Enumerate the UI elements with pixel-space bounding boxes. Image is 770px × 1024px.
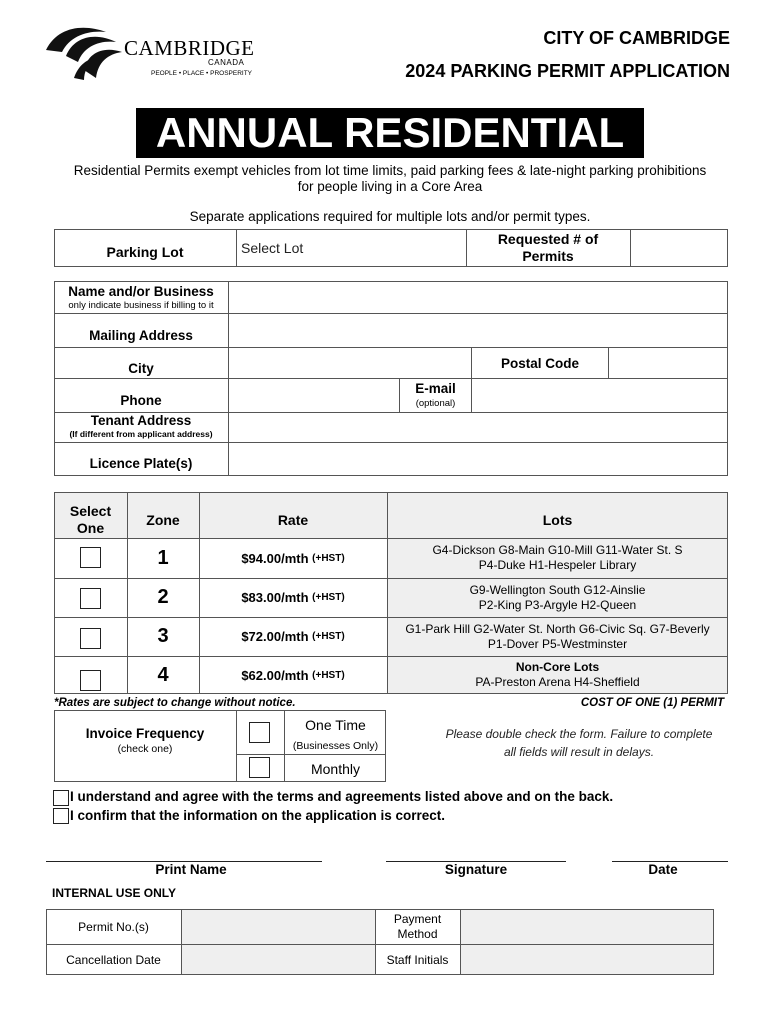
zone-1-lots-line-2: P4-Duke H1-Hespeler Library — [478, 558, 637, 572]
permit-no-input[interactable] — [182, 910, 375, 944]
zone-2-hst: (+HST) — [312, 592, 345, 603]
date-label: Date — [648, 862, 678, 877]
zone-1-lots-line-1: G4-Dickson G8-Main G10-Mill G11-Water St. S — [432, 543, 683, 557]
name-business-sublabel: only indicate business if billing to it — [68, 300, 214, 311]
cancellation-date-input[interactable] — [182, 945, 375, 975]
tenant-address-label: Tenant Address — [90, 413, 192, 428]
agree-terms-label: I understand and agree with the terms and agreements listed above and on the back. — [70, 789, 614, 804]
city-label: City — [128, 360, 154, 376]
requested-permits-input[interactable] — [632, 231, 726, 265]
zone-2-rate-value: $83.00/mth — [241, 590, 309, 605]
tenant-address-input[interactable] — [229, 413, 727, 442]
logo-tagline: PEOPLE • PLACE • PROSPERITY — [151, 70, 253, 77]
zone-3-rate — [199, 617, 387, 656]
select-header-2: One — [76, 519, 105, 536]
zone-3-lots-line-2: P1-Dover P5-Westminster — [487, 636, 628, 651]
zone-3-lots — [387, 617, 728, 656]
zone-2-lots-line-2: P2-King P3-Argyle H2-Queen — [478, 597, 637, 612]
zone-3-checkbox[interactable] — [80, 628, 101, 649]
payment-method-label — [375, 909, 460, 944]
postal-code-input[interactable] — [609, 348, 727, 378]
zone-3-hst: (+HST) — [312, 631, 345, 642]
logo-country: CANADA — [208, 58, 245, 67]
zone-3-lots-line-1: G1-Park Hill G2-Water St. North G6-Civic Sq. G7-Beverly — [405, 621, 710, 636]
email-input[interactable] — [472, 379, 727, 412]
zone-1-hst: (+HST) — [312, 552, 345, 564]
zone-2-rate — [199, 578, 387, 617]
invoice-frequency-label: Invoice Frequency — [85, 726, 205, 741]
confirm-info-checkbox[interactable] — [53, 808, 69, 824]
description-line-1: Residential Permits exempt vehicles from lot time limits, paid parking fees & late-night parking prohibitions — [73, 163, 707, 178]
print-name-label: Print Name — [155, 862, 227, 877]
monthly-label: Monthly — [310, 761, 361, 777]
confirm-info-label: I confirm that the information on the application is correct. — [70, 808, 446, 823]
zone-4-rate-value: $62.00/mth — [241, 667, 309, 683]
zone-4-lots — [387, 656, 728, 694]
agree-terms-checkbox[interactable] — [53, 790, 69, 806]
requested-label-2: Permits — [522, 248, 574, 264]
cambridge-swirl-icon — [44, 22, 124, 82]
one-time-checkbox[interactable] — [249, 722, 270, 743]
phone-label: Phone — [120, 392, 162, 408]
zone-3-rate-value: $72.00/mth — [241, 629, 309, 644]
mailing-address-label: Mailing Address — [89, 327, 193, 343]
zone-1-number: 1 — [157, 546, 169, 569]
tenant-address-sublabel: (If different from applicant address) — [69, 429, 213, 439]
zone-1-checkbox[interactable] — [80, 547, 101, 568]
city-title: CITY OF CAMBRIDGE — [543, 28, 730, 48]
separate-applications-note: Separate applications required for multiple lots and/or permit types. — [189, 209, 591, 224]
staff-initials-input[interactable] — [461, 945, 713, 975]
monthly-checkbox[interactable] — [249, 757, 270, 778]
rate-header: Rate — [277, 511, 309, 528]
parking-lot-label: Parking Lot — [106, 244, 184, 260]
zone-4-checkbox[interactable] — [80, 670, 101, 691]
internal-use-title: INTERNAL USE ONLY — [52, 886, 177, 900]
double-check-notice-2: all fields will result in delays. — [503, 745, 655, 759]
requested-label-1: Requested # of — [497, 231, 599, 247]
zone-2-lots-line-1: G9-Wellington South G12-Ainslie — [469, 582, 646, 597]
description-line-2: for people living in a Core Area — [297, 179, 483, 194]
zone-4-rate — [199, 656, 387, 694]
city-input[interactable] — [229, 348, 471, 378]
select-lot-dropdown[interactable]: Select Lot — [241, 240, 304, 256]
one-time-label: One Time — [305, 717, 366, 733]
staff-initials-label: Staff Initials — [386, 952, 449, 967]
zone-1-lots — [387, 538, 728, 578]
zone-2-checkbox[interactable] — [80, 588, 101, 609]
zone-4-number: 4 — [157, 663, 169, 686]
select-one-header — [54, 492, 127, 547]
payment-method-input[interactable] — [461, 910, 713, 944]
zone-1-rate — [199, 538, 387, 578]
cancellation-date-label: Cancellation Date — [66, 952, 161, 967]
select-header-1: Select — [69, 502, 112, 519]
lots-header: Lots — [542, 511, 573, 528]
name-business-label: Name and/or Business — [68, 284, 214, 299]
requested-permits-label — [466, 229, 630, 267]
zone-1-rate-value: $94.00/mth — [241, 550, 309, 566]
zone-3-number: 3 — [157, 625, 169, 647]
form-title: 2024 PARKING PERMIT APPLICATION — [405, 61, 730, 81]
zone-2-lots — [387, 578, 728, 617]
licence-plate-input[interactable] — [229, 443, 727, 476]
mailing-address-input[interactable] — [229, 314, 727, 347]
permit-no-label: Permit No.(s) — [78, 919, 149, 934]
zone-header: Zone — [146, 511, 180, 528]
one-time-sublabel: (Businesses Only) — [292, 740, 379, 752]
rates-note: *Rates are subject to change without notice. — [54, 697, 296, 709]
postal-code-label: Postal Code — [500, 355, 579, 371]
zone-4-lots-line-1: Non-Core Lots — [515, 660, 600, 674]
signature-label: Signature — [444, 862, 508, 877]
cost-note: COST OF ONE (1) PERMIT — [580, 697, 724, 709]
invoice-frequency-sublabel: (check one) — [117, 743, 173, 755]
payment-method-2: Method — [397, 926, 438, 941]
licence-plate-label: Licence Plate(s) — [89, 455, 193, 471]
annual-residential-banner: ANNUAL RESIDENTIAL — [136, 108, 644, 158]
double-check-notice-1: Please double check the form. Failure to complete — [445, 727, 713, 741]
phone-input[interactable] — [229, 379, 399, 412]
email-sublabel: (optional) — [415, 398, 456, 409]
cambridge-logo — [44, 22, 254, 82]
logo-name: CAMBRIDGE — [124, 36, 255, 60]
email-label: E-mail — [415, 381, 456, 396]
zone-4-hst: (+HST) — [312, 669, 345, 681]
zone-2-number: 2 — [157, 586, 169, 608]
name-business-input[interactable] — [229, 282, 727, 313]
payment-method-1: Payment — [393, 911, 442, 926]
zone-4-lots-line-2: PA-Preston Arena H4-Sheffield — [475, 675, 640, 689]
